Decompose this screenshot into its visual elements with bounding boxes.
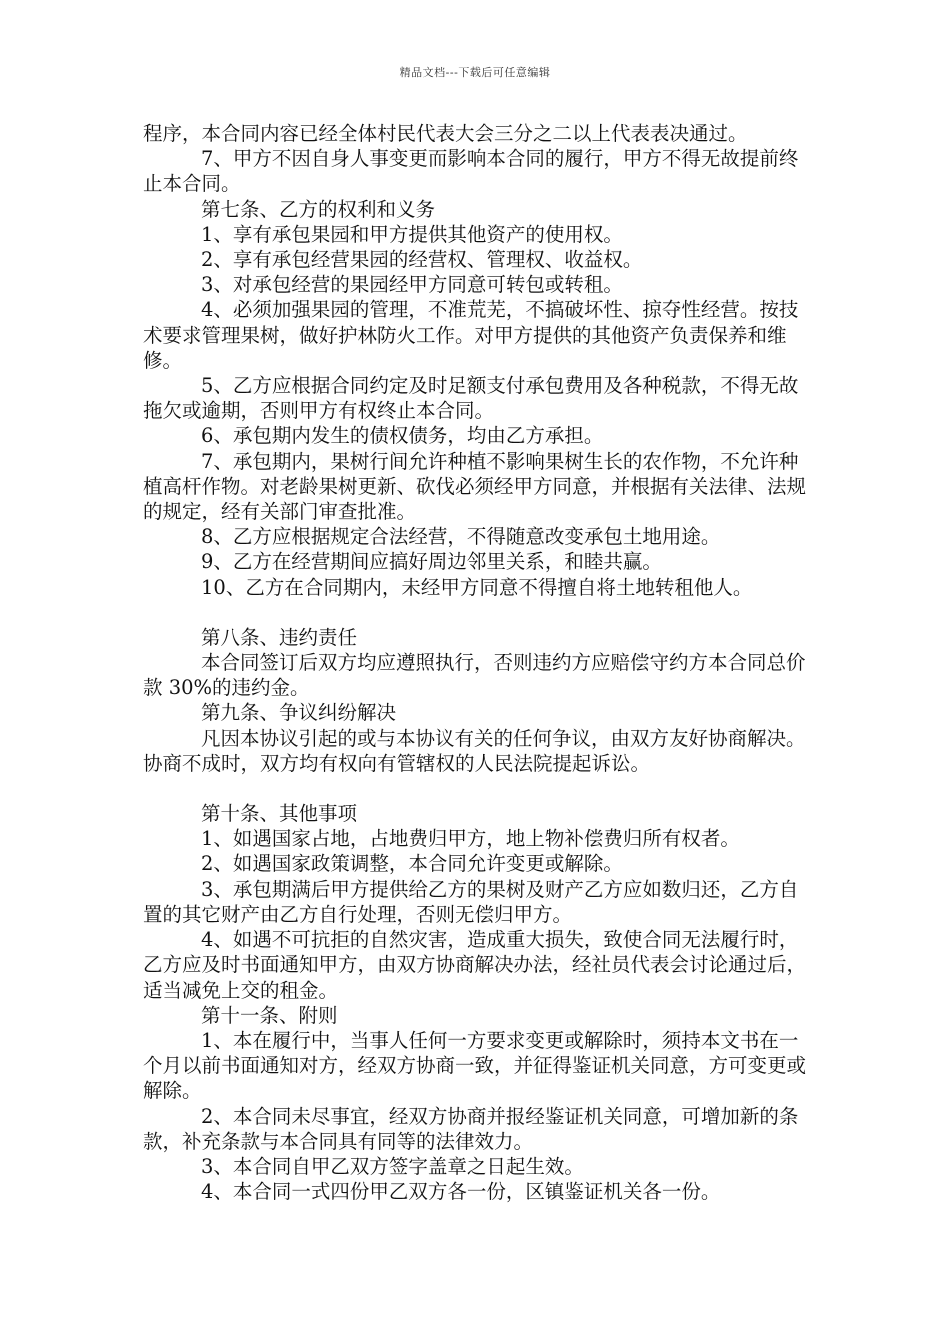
clause-item: 6、承包期内发生的债权债务，均由乙方承担。 bbox=[201, 424, 604, 448]
clause-item: 3、对承包经营的果园经甲方同意可转包或转租。 bbox=[201, 273, 623, 297]
clause-item: 1、本在履行中，当事人任何一方要求变更或解除时，须持本文书在一个月以前书面通知对方，经双方协商一致，并征得鉴证机关同意，方可变更或解除。 bbox=[143, 1028, 807, 1103]
section-heading: 第九条、争议纠纷解决 bbox=[201, 701, 397, 725]
clause-item: 4、本合同一式四份甲乙双方各一份，区镇鉴证机关各一份。 bbox=[201, 1180, 721, 1204]
clause-item: 凡因本协议引起的或与本协议有关的任何争议，由双方友好协商解决。协商不成时，双方均有权向有管辖权的人民法院提起诉讼。 bbox=[143, 726, 806, 775]
clause-item: 2、如遇国家政策调整，本合同允许变更或解除。 bbox=[201, 852, 623, 876]
clause-item: 2、享有承包经营果园的经营权、管理权、收益权。 bbox=[201, 248, 643, 272]
clause-item: 10、乙方在合同期内，未经甲方同意不得擅自将土地转租他人。 bbox=[201, 575, 753, 599]
paragraph-continuation: 程序，本合同内容已经全体村民代表大会三分之二以上代表表决通过。 bbox=[143, 122, 748, 145]
clause-item: 8、乙方应根据规定合法经营，不得随意改变承包土地用途。 bbox=[201, 525, 721, 549]
clause-item: 3、承包期满后甲方提供给乙方的果树及财产乙方应如数归还，乙方自置的其它财产由乙方自行处理，否则无偿归甲方。 bbox=[143, 877, 799, 926]
clause-item: 3、本合同自甲乙双方签字盖章之日起生效。 bbox=[201, 1154, 584, 1178]
blank-line bbox=[143, 776, 808, 801]
clause-item: 1、如遇国家占地，占地费归甲方，地上物补偿费归所有权者。 bbox=[201, 827, 740, 851]
clause-item: 1、享有承包果园和甲方提供其他资产的使用权。 bbox=[201, 222, 623, 246]
clause-item: 4、如遇不可抗拒的自然灾害，造成重大损失，致使合同无法履行时，乙方应及时书面通知甲方，由双方协商解决办法，经社员代表会讨论通过后，适当减免上交的租金。 bbox=[143, 928, 807, 1002]
clause-item: 7、甲方不因自身人事变更而影响本合同的履行，甲方不得无故提前终止本合同。 bbox=[143, 147, 799, 196]
document-body bbox=[143, 121, 808, 1204]
clause-item: 本合同签订后双方均应遵照执行，否则违约方应赔偿守约方本合同总价款 30%的违约金。 bbox=[143, 651, 806, 700]
section-heading: 第七条、乙方的权利和义务 bbox=[201, 197, 436, 221]
clause-item: 5、乙方应根据合同约定及时足额支付承包费用及各种税款，不得无故拖欠或逾期，否则甲方有权终止本合同。 bbox=[143, 374, 799, 423]
blank-line bbox=[143, 600, 808, 625]
clause-item: 2、本合同未尽事宜，经双方协商并报经鉴证机关同意，可增加新的条款，补充条款与本合同具有同等的法律效力。 bbox=[143, 1104, 799, 1153]
page-header: 精品文档---下载后可任意编辑 bbox=[399, 66, 551, 79]
clause-item: 7、承包期内，果树行间允许种植不影响果树生长的农作物，不允许种植高杆作物。对老龄果树更新、砍伐必须经甲方同意，并根据有关法律、法规的规定，经有关部门审查批准。 bbox=[143, 449, 807, 524]
section-heading: 第十条、其他事项 bbox=[201, 802, 358, 826]
clause-item: 9、乙方在经营期间应搞好周边邻里关系，和睦共赢。 bbox=[201, 550, 662, 574]
section-heading: 第十一条、附则 bbox=[201, 1003, 338, 1027]
clause-item: 4、必须加强果园的管理，不准荒芜，不搞破坏性、掠夺性经营。按技术要求管理果树，做好护林防火工作。对甲方提供的其他资产负责保养和维修。 bbox=[143, 298, 799, 372]
section-heading: 第八条、违约责任 bbox=[201, 625, 358, 649]
